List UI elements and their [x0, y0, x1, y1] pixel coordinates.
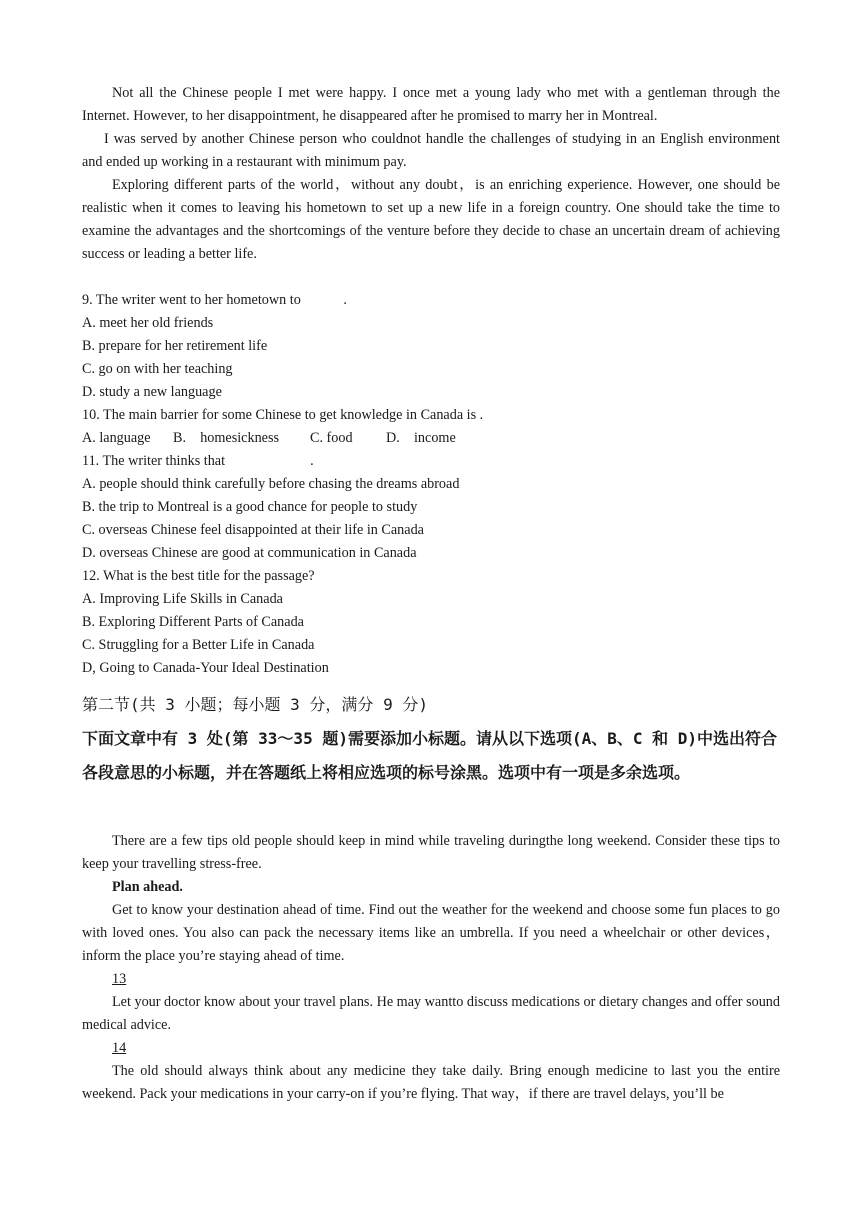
question-9-stem: 9. The writer went to her hometown to . — [82, 292, 347, 308]
question-12-option-d: D, Going to Canada-Your Ideal Destination — [82, 660, 329, 676]
passage2-heading-plan-ahead: Plan ahead. — [112, 879, 183, 895]
passage2-paragraph-1: Get to know your destination ahead of time. Find out the weather for the weekend and choose some fun places to go with loved ones. You also can pack the necessary items like an umbrella. If you need a wheelchair or other devices，inform the place you’re staying ahead of time. — [82, 902, 780, 964]
question-9-option-a: A. meet her old friends — [82, 315, 214, 331]
question-11-option-a: A. people should think carefully before chasing the dreams abroad — [82, 476, 460, 492]
passage2-paragraph-2: Let your doctor know about your travel plans. He may wantto discuss medications or dietary changes and offer sound medical advice. — [82, 994, 780, 1033]
question-11-option-d: D. overseas Chinese are good at communication in Canada — [82, 545, 417, 561]
section2-instruction-line-2: 各段意思的小标题，并在答题纸上将相应选项的标号涂黑。选项中有一项是多余选项。 — [82, 763, 691, 782]
section2-title: 第二节(共 3 小题；每小题 3 分，满分 9 分) — [82, 695, 428, 714]
question-10-option-a: A. language — [82, 430, 151, 446]
question-11-option-c: C. overseas Chinese feel disappointed at their life in Canada — [82, 522, 424, 538]
question-11-stem: 11. The writer thinks that . — [82, 453, 314, 469]
blank-13-label: 13 — [112, 971, 127, 987]
blank-13-line — [82, 968, 780, 991]
question-12-option-b: B. Exploring Different Parts of Canada — [82, 614, 304, 630]
blank-14-line — [82, 1037, 780, 1060]
passage1-paragraph-2: I was served by another Chinese person who couldnot handle the challenges of studying in an English environment and ended up working in a restaurant with minimum pay. — [82, 131, 780, 170]
question-12-option-c: C. Struggling for a Better Life in Canada — [82, 637, 315, 653]
question-9-option-b: B. prepare for her retirement life — [82, 338, 268, 354]
question-12-stem: 12. What is the best title for the passage? — [82, 568, 315, 584]
question-10-stem: 10. The main barrier for some Chinese to get knowledge in Canada is . — [82, 407, 484, 423]
passage2-paragraph-3: The old should always think about any medicine they take daily. Bring enough medicine to last you the entire weekend. Pack your medications in your carry-on if you’re flying. That way，if there are travel delays, you’ll be — [82, 1063, 780, 1102]
blank-14-label: 14 — [112, 1040, 127, 1056]
document-page — [82, 82, 780, 1106]
question-10-option-c: C. food — [310, 430, 353, 446]
question-11-option-b: B. the trip to Montreal is a good chance for people to study — [82, 499, 418, 515]
question-10-options — [82, 427, 780, 450]
question-9-option-d: D. study a new language — [82, 384, 222, 400]
passage1-paragraph-3: Exploring different parts of the world，without any doubt，is an enriching experience. However, one should be realistic when it comes to leaving his hometown to set up a new life in a foreign country. One should take the time to examine the advantages and the shortcomings of the venture before they decide to chase an uncertain dream of achieving success or leading a better life. — [82, 177, 780, 262]
passage1-paragraph-1: Not all the Chinese people I met were happy. I once met a young lady who met with a gentleman through the Internet. However, to her disappointment, he disappeared after he promised to marry her in Montreal. — [82, 85, 780, 124]
question-9-option-c: C. go on with her teaching — [82, 361, 233, 377]
question-12-option-a: A. Improving Life Skills in Canada — [82, 591, 283, 607]
section2-instruction-line-1: 下面文章中有 3 处(第 33～35 题)需要添加小标题。请从以下选项(A、B、C 和 D)中选出符合 — [82, 729, 778, 748]
spacer — [82, 790, 780, 830]
spacer — [82, 266, 780, 289]
passage2-intro: There are a few tips old people should keep in mind while traveling duringthe long weekend. Consider these tips to keep your travelling stress-free. — [82, 833, 780, 872]
question-10-option-b: B. homesickness — [173, 430, 280, 446]
question-10-option-d: D. income — [386, 430, 456, 446]
